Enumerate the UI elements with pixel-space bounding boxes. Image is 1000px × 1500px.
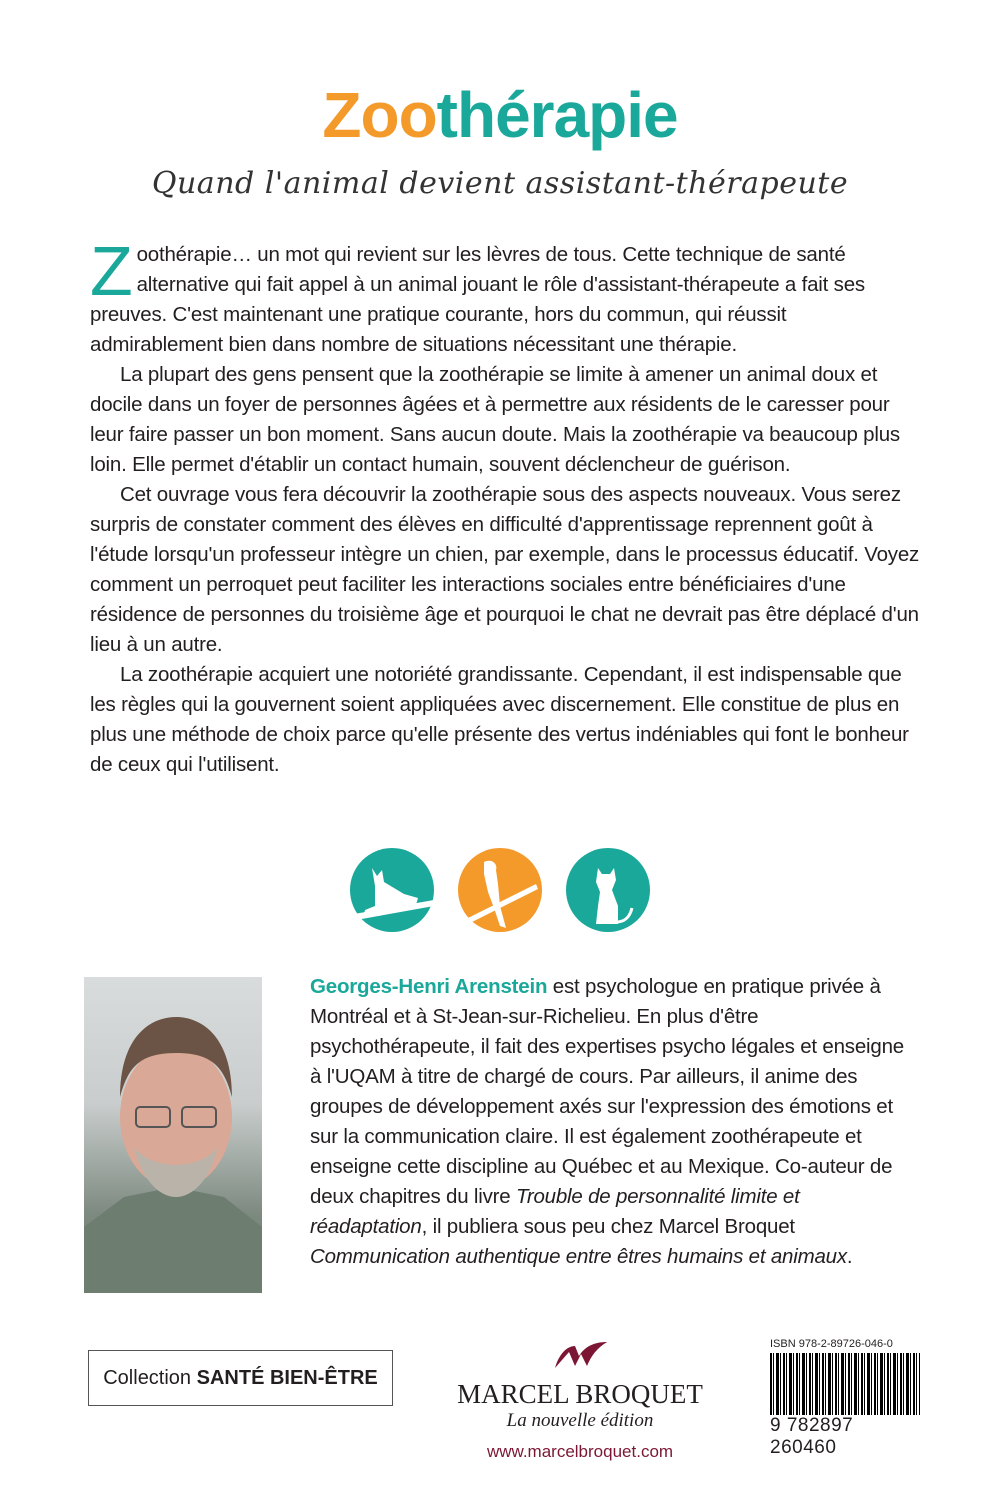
publisher-bird-icon [545,1340,615,1370]
publisher-url[interactable]: www.marcelbroquet.com [486,1442,674,1461]
publisher-logo: MARCEL BROQUET La nouvelle édition www.marcelbroquet.com [430,1340,730,1462]
book-subtitle: Quand l'animal devient assistant-thérapeute [151,166,849,201]
drop-cap: Z [90,232,133,310]
dog-icon [350,848,434,932]
collection-label: Collection SANTÉ BIEN-ÊTRE [88,1350,393,1406]
cat-icon [566,848,650,932]
description [90,232,920,780]
book-title: Zoothérapie [322,79,678,151]
author-photo [84,977,262,1293]
parrot-icon [458,848,542,932]
book-reference: Trouble de personnalité limite et réadaptation [310,1185,800,1238]
paragraph: La zoothérapie acquiert une notoriété grandissante. Cependant, il est indispensable que les règles qui la gouvernent soient appliquées avec discernement. Elle constitue de plus en plus une méthode de choix parce qu'elle présente des vertus indéniables qui font le bonheur de ceux qui l'utilisent. [90,663,909,776]
paragraph: La plupart des gens pensent que la zoothérapie se limite à amener un animal doux et docile dans un foyer de personnes âgées et à permettre aux résidents de le caresser pour leur faire passer un bon moment. Sans aucun doute. Mais la zoothérapie va beaucoup plus loin. Elle permet d'établir un contact humain, souvent déclencheur de guérison. [90,363,900,476]
paragraph: Cet ouvrage vous fera découvrir la zoothérapie sous des aspects nouveaux. Vous serez surpris de constater comment des élèves en difficulté d'apprentissage reprennent goût à l'étude lorsqu'un professeur intègre un chien, par exemple, dans le processus éducatif. Voyez comment un perroquet peut faciliter les interactions sociales entre bénéficiaires d'une résidence de personnes du troisième âge et pourquoi le chat ne devrait pas être déplacé d'un lieu à un autre. [90,483,920,656]
barcode [770,1353,920,1417]
author-name: Georges-Henri Arenstein [310,975,548,998]
isbn-barcode: ISBN 978-2-89726-046-0 9 782897 260460 [770,1338,920,1459]
animal-icons [350,848,650,932]
book-reference: Communication authentique entre êtres humains et animaux [310,1245,847,1268]
author-bio: Georges-Henri Arenstein est psychologue en pratique privée à Montréal et à St-Jean-sur-Richelieu. En plus d'être psychothérapeute, il fait des expertises psycho légales et enseigne à l'UQAM à titre de chargé de cours. Par ailleurs, il anime des groupes de développement axés sur l'expression des émotions et sur la communication claire. Il est également zoothérapeute et enseigne cette discipline au Québec et au Mexique. Co-auteur de deux chapitres du livre Trouble de personnalité limite et réadaptation, il publiera sous peu chez Marcel Broquet Communication authentique entre êtres humains et animaux. [310,975,905,1268]
paragraph: Zoothérapie… un mot qui revient sur les lèvres de tous. Cette technique de santé alternative qui fait appel à un animal jouant le rôle d'assistant-thérapeute a fait ses preuves. C'est maintenant une pratique courante, hors du commun, qui réussit admirablement bien dans nombre de situations nécessitant une thérapie. [90,232,865,356]
